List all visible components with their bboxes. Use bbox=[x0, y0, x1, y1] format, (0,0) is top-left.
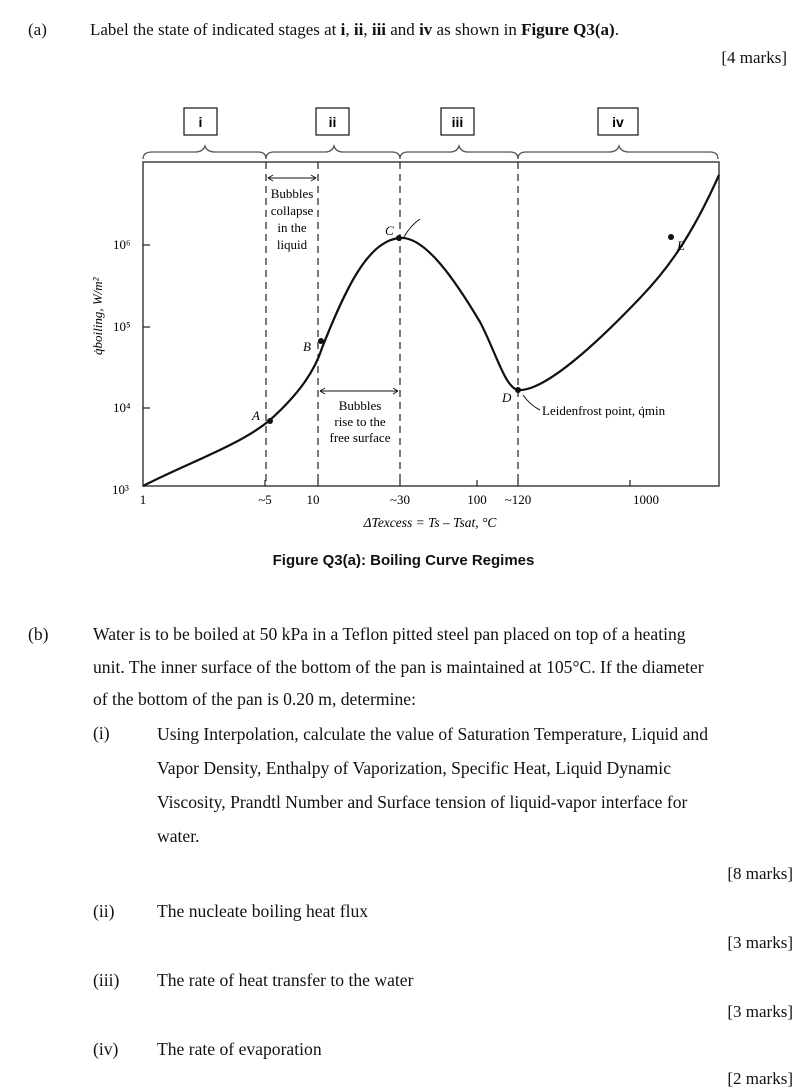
svg-text:rise to the: rise to the bbox=[334, 414, 386, 429]
sub-i-text: Using Interpolation, calculate the value of Saturation Temperature, Liquid and Vapor Density, Enthalpy of Vaporization, Specific Heat, Liquid Dynamic Viscosity, Prandtl Number and Surface tension of liquid-vapor interface for water. bbox=[157, 724, 708, 846]
svg-text:iii: iii bbox=[451, 114, 464, 130]
x-tick-label: 1 bbox=[139, 492, 147, 507]
sub-iv-number: (iv) bbox=[93, 1039, 119, 1059]
y-tick-label: 10⁴ bbox=[113, 400, 131, 415]
sub-ii-text: The nucleate boiling heat flux bbox=[157, 901, 369, 921]
regime-box-ii bbox=[316, 108, 349, 135]
regime-box-iii bbox=[441, 108, 474, 135]
y-tick-labels bbox=[112, 237, 131, 497]
comma: , bbox=[345, 20, 354, 39]
figure-caption: Figure Q3(a): Boiling Curve Regimes bbox=[272, 552, 535, 569]
sub-iv-marks: [2 marks] bbox=[727, 1069, 793, 1088]
regime-box-i bbox=[184, 108, 217, 135]
point-c bbox=[396, 235, 402, 241]
figure-ref: Figure Q3(a) bbox=[521, 20, 615, 39]
question-text: Label the state of indicated stages at bbox=[90, 20, 341, 39]
stage-i-ref: i bbox=[340, 20, 346, 39]
point-b bbox=[318, 338, 324, 344]
curve-points bbox=[267, 234, 674, 424]
svg-text:in the: in the bbox=[277, 220, 307, 235]
leidenfrost-pointer bbox=[523, 395, 540, 410]
part-b-label: (b) bbox=[28, 624, 49, 644]
y-axis-label: q̇boiling, W/m² bbox=[90, 277, 105, 355]
svg-text:Bubbles: Bubbles bbox=[338, 398, 382, 413]
x-tick-label: ~120 bbox=[504, 492, 532, 507]
y-tick-label: 10⁶ bbox=[113, 237, 131, 252]
boiling-curve-figure bbox=[0, 90, 807, 530]
intro-line: of the bottom of the pan is 0.20 m, determine: bbox=[93, 689, 416, 709]
point-d bbox=[515, 387, 521, 393]
boiling-curve bbox=[143, 175, 719, 486]
comma: , bbox=[363, 20, 372, 39]
svg-text:iv: iv bbox=[612, 114, 624, 130]
sub-iii-number: (iii) bbox=[93, 970, 120, 990]
as-shown-text: as shown in bbox=[432, 20, 522, 39]
intro-line: Water is to be boiled at 50 kPa in a Teflon pitted steel pan placed on top of a heating bbox=[93, 624, 686, 644]
y-tick-label: 10⁵ bbox=[113, 319, 131, 334]
svg-text:D: D bbox=[502, 390, 512, 405]
sub-i-number: (i) bbox=[93, 723, 110, 743]
leidenfrost-label: Leidenfrost point, q̇min bbox=[542, 403, 666, 418]
svg-text:ii: ii bbox=[328, 114, 337, 130]
svg-text:i: i bbox=[198, 114, 203, 130]
y-ticks bbox=[143, 245, 150, 408]
stage-iii-ref: iii bbox=[371, 20, 387, 39]
plot-frame bbox=[143, 162, 719, 486]
svg-text:collapse: collapse bbox=[270, 203, 314, 218]
sub-ii-marks: [3 marks] bbox=[727, 933, 793, 952]
part-a-question bbox=[90, 17, 619, 43]
period: . bbox=[614, 20, 619, 39]
sub-iii-marks: [3 marks] bbox=[727, 1002, 793, 1021]
svg-text:free surface: free surface bbox=[329, 430, 391, 445]
intro-line: unit. The inner surface of the bottom of the pan is maintained at 105°C. If the diameter bbox=[93, 656, 704, 677]
x-ticks bbox=[265, 480, 630, 486]
svg-text:C: C bbox=[385, 223, 394, 238]
x-tick-label: 10 bbox=[306, 492, 320, 507]
svg-text:Bubbles: Bubbles bbox=[270, 186, 314, 201]
regime-braces bbox=[143, 146, 718, 159]
sub-ii-number: (ii) bbox=[93, 901, 115, 921]
stage-iv-ref: iv bbox=[419, 20, 433, 39]
part-a-marks: [4 marks] bbox=[721, 48, 787, 67]
point-e bbox=[668, 234, 674, 240]
svg-text:A: A bbox=[252, 408, 260, 423]
x-axis-label: ΔTexcess = Ts – Tsat, °C bbox=[363, 515, 497, 530]
sub-i-marks: [8 marks] bbox=[727, 864, 793, 883]
point-labels bbox=[251, 223, 685, 423]
stage-ii-ref: ii bbox=[353, 20, 364, 39]
point-c-pointer bbox=[404, 219, 420, 237]
annotation-bubbles-collapse bbox=[268, 175, 316, 252]
part-b-intro bbox=[93, 618, 793, 716]
svg-text:B: B bbox=[303, 339, 311, 354]
svg-text:E: E bbox=[677, 238, 685, 253]
sub-iii-text: The rate of heat transfer to the water bbox=[157, 970, 414, 990]
and-text: and bbox=[386, 20, 420, 39]
part-a-label: (a) bbox=[28, 20, 47, 39]
annotation-bubbles-rise bbox=[320, 388, 398, 445]
sub-iv-text: The rate of evaporation bbox=[157, 1039, 322, 1059]
x-tick-labels bbox=[140, 492, 659, 507]
point-a bbox=[267, 418, 273, 424]
x-tick-label: ~30 bbox=[389, 492, 411, 507]
x-tick-label: 1000 bbox=[633, 492, 659, 507]
x-tick-label: ~5 bbox=[258, 492, 272, 507]
x-tick-label: 100 bbox=[467, 492, 487, 507]
y-tick-label: 10³ bbox=[112, 482, 129, 497]
svg-text:liquid: liquid bbox=[276, 237, 308, 252]
regime-box-iv bbox=[598, 108, 638, 135]
